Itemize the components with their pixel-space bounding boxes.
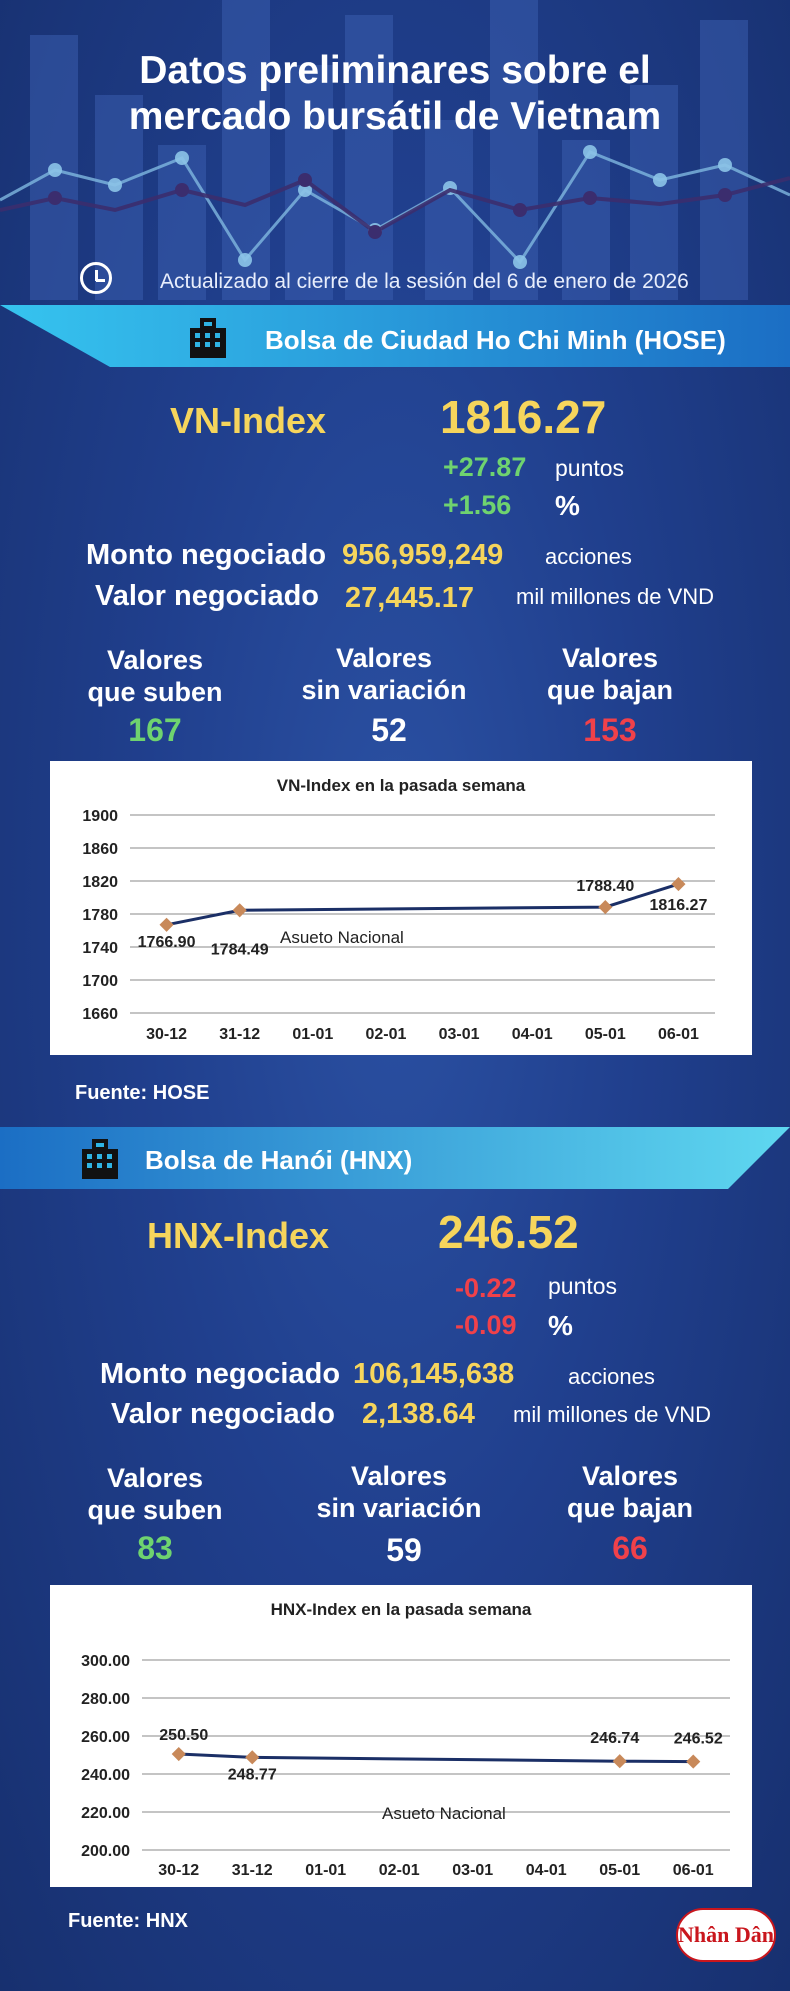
data-point [686, 1755, 700, 1769]
vn-index-chart [50, 761, 752, 1055]
hose-volume-unit: acciones [545, 544, 632, 569]
hose-volume-label: Monto negociado [86, 539, 327, 571]
x-tick-label: 01-01 [292, 1026, 334, 1043]
hnx-value-label: Valor negociado [111, 1398, 335, 1430]
hose-down-label-line-2: que bajan [546, 675, 674, 705]
x-tick-label: 02-01 [365, 1026, 407, 1043]
hnx-up-label-line-1: Valores [106, 1463, 204, 1493]
hose-flat-label-line-2: sin variación [301, 675, 467, 705]
hnx-index-chart-svg [50, 1585, 752, 1887]
hose-flat-label [274, 642, 494, 706]
x-tick-label: 05-01 [599, 1862, 641, 1879]
data-label: 246.52 [673, 1730, 723, 1748]
x-tick-label: 01-01 [305, 1862, 347, 1879]
y-tick-label: 1660 [82, 1006, 118, 1023]
hose-flat-label-line-1: Valores [335, 643, 433, 673]
data-label: 1788.40 [576, 878, 635, 896]
y-tick-label: 240.00 [81, 1767, 130, 1784]
hose-section-title: Bolsa de Ciudad Ho Chi Minh (HOSE) [265, 325, 726, 355]
hose-down-label-line-1: Valores [561, 643, 659, 673]
vn-index-points-unit: puntos [555, 455, 625, 481]
hose-volume-value: 956,959,249 [342, 539, 504, 571]
title-line-1: Datos preliminares sobre el [139, 49, 651, 92]
x-tick-label: 04-01 [525, 1862, 567, 1879]
chart-title: HNX-Index en la pasada semana [270, 1600, 532, 1619]
y-tick-label: 1740 [82, 940, 118, 957]
data-point [671, 877, 685, 891]
hose-up-label-line-1: Valores [106, 645, 204, 675]
hnx-index-change-points: -0.22 [455, 1273, 517, 1303]
x-tick-label: 03-01 [452, 1862, 494, 1879]
x-tick-label: 30-12 [146, 1026, 188, 1043]
y-tick-label: 220.00 [81, 1805, 130, 1822]
hnx-up-label-line-2: que suben [87, 1495, 223, 1525]
x-tick-label: 06-01 [672, 1862, 714, 1879]
hnx-volume-label: Monto negociado [100, 1358, 341, 1390]
hnx-index-value: 246.52 [438, 1206, 579, 1258]
hnx-flat-value: 59 [386, 1532, 422, 1568]
vn-index-label: VN-Index [170, 400, 327, 441]
chart-annotation: Asueto Nacional [382, 1804, 506, 1823]
vn-index-chart-svg [50, 761, 752, 1055]
data-point [613, 1754, 627, 1768]
nhan-dan-logo: Nhân Dân [676, 1908, 776, 1962]
hnx-source: Fuente: HNX [68, 1910, 188, 1932]
x-tick-label: 06-01 [657, 1026, 699, 1043]
data-label: 1784.49 [210, 941, 269, 959]
hnx-down-label-line-2: que bajan [566, 1493, 694, 1523]
hnx-up-label [45, 1462, 265, 1526]
y-tick-label: 200.00 [81, 1843, 130, 1860]
data-label: 1766.90 [137, 933, 196, 951]
y-tick-label: 1700 [82, 973, 118, 990]
data-point [598, 900, 612, 914]
data-point [245, 1750, 259, 1764]
hose-down-value: 153 [583, 712, 637, 748]
x-tick-label: 31-12 [231, 1862, 273, 1879]
y-tick-label: 1820 [82, 874, 118, 891]
hose-up-label [45, 644, 265, 708]
hnx-up-value: 83 [137, 1530, 173, 1566]
data-label: 248.77 [227, 1766, 277, 1784]
x-tick-label: 03-01 [438, 1026, 480, 1043]
hose-source: Fuente: HOSE [75, 1082, 210, 1104]
hose-value-label: Valor negociado [95, 580, 319, 612]
hnx-volume-unit: acciones [568, 1364, 655, 1389]
hnx-value-value: 2,138.64 [362, 1398, 475, 1430]
building-icon [78, 1135, 122, 1179]
hnx-down-label-line-1: Valores [581, 1461, 679, 1491]
vn-index-pct-unit: % [555, 490, 580, 521]
vn-index-change-pct: +1.56 [443, 490, 512, 520]
hose-flat-value: 52 [371, 712, 407, 748]
data-point [159, 918, 173, 932]
hnx-index-change-pct: -0.09 [455, 1310, 517, 1340]
hnx-index-chart [50, 1585, 752, 1887]
hnx-flat-label [289, 1460, 509, 1524]
hnx-value-unit: mil millones de VND [513, 1402, 712, 1427]
vn-index-change-points: +27.87 [443, 452, 527, 482]
hnx-down-value: 66 [612, 1530, 648, 1566]
clock-icon [80, 262, 112, 294]
hnx-flat-label-line-1: Valores [350, 1461, 448, 1491]
vn-index-value: 1816.27 [440, 391, 607, 443]
header-background-graphic [0, 0, 790, 300]
data-point [233, 903, 247, 917]
x-tick-label: 02-01 [378, 1862, 420, 1879]
building-icon [186, 314, 230, 358]
data-label: 250.50 [159, 1727, 209, 1745]
hose-down-label [500, 642, 720, 706]
hnx-index-pct-unit: % [548, 1310, 573, 1341]
hnx-section-title: Bolsa de Hanói (HNX) [145, 1145, 413, 1175]
hnx-index-label: HNX-Index [147, 1215, 330, 1256]
page-title [0, 48, 790, 140]
y-tick-label: 1900 [82, 808, 118, 825]
y-tick-label: 1860 [82, 841, 118, 858]
hose-up-label-line-2: que suben [87, 677, 223, 707]
hnx-index-points-unit: puntos [548, 1273, 618, 1299]
hose-up-value: 167 [128, 712, 182, 748]
data-point [172, 1747, 186, 1761]
hnx-flat-label-line-2: sin variación [316, 1493, 482, 1523]
chart-title: VN-Index en la pasada semana [276, 776, 526, 795]
title-line-2: mercado bursátil de Vietnam [128, 95, 662, 138]
y-tick-label: 260.00 [81, 1729, 130, 1746]
x-tick-label: 05-01 [584, 1026, 626, 1043]
hose-value-unit: mil millones de VND [516, 584, 715, 609]
x-tick-label: 31-12 [219, 1026, 261, 1043]
x-tick-label: 04-01 [511, 1026, 553, 1043]
chart-annotation: Asueto Nacional [280, 928, 404, 947]
updated-timestamp: Actualizado al cierre de la sesión del 6 de enero de 2026 [160, 270, 689, 293]
x-tick-label: 30-12 [158, 1862, 200, 1879]
y-tick-label: 300.00 [81, 1653, 130, 1670]
data-label: 246.74 [590, 1730, 640, 1748]
hnx-volume-value: 106,145,638 [353, 1358, 515, 1390]
hose-value-value: 27,445.17 [345, 582, 475, 614]
hnx-down-label [520, 1460, 740, 1524]
data-label: 1816.27 [649, 897, 708, 915]
y-tick-label: 280.00 [81, 1691, 130, 1708]
y-tick-label: 1780 [82, 907, 118, 924]
